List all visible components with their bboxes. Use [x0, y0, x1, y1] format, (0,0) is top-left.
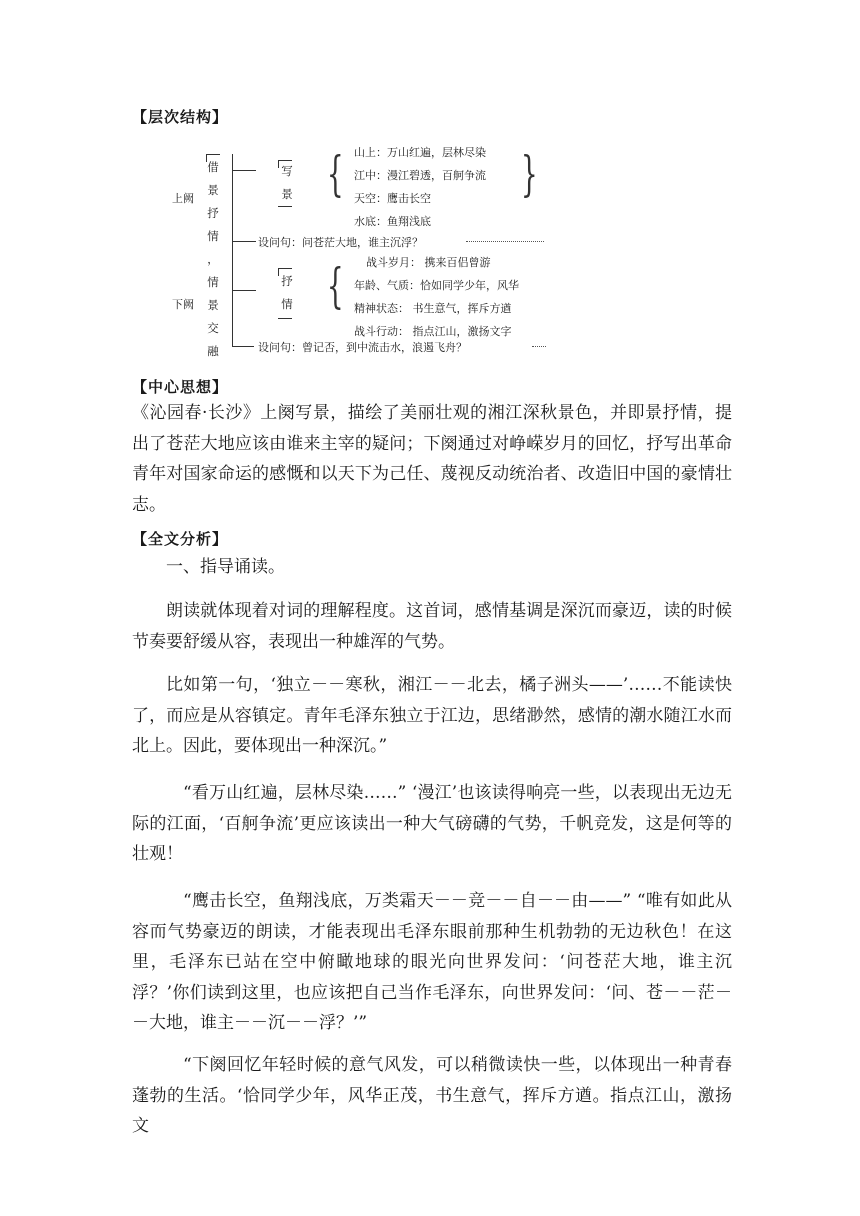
scenery-left-brace: {	[326, 146, 344, 202]
scenery-line-4: 水底：鱼翔浅底	[354, 215, 431, 228]
analysis-paragraph-4: “看万山红遍，层林尽染……” ‘漫江’也该读得响亮一些，以表现出无边无际的江面，‘百舸争流’更应该读出一种大气磅礴的气势，千帆竞发，这是何等的壮观！	[132, 783, 732, 864]
emotion-line-4: 战斗行动： 指点江山，激扬文字	[354, 325, 512, 338]
section-heading-analysis: 【全文分析】	[132, 530, 229, 548]
upper-stanza-label: 上阙	[172, 192, 194, 205]
left-vertical-char: 抒	[207, 206, 219, 220]
analysis-paragraph-3: 比如第一句，‘独立－－寒秋，湘江－－北去，橘子洲头——’……不能读快了，而应是从容镇定。青年毛泽东独立于江边，思绪渺然，感情的潮水随江水而北上。因此，要体现出一种深沉。”	[132, 675, 732, 756]
shu-qing-text-1: 抒	[281, 274, 293, 288]
upper-question: 设问句：问苍茫大地，谁主沉浮？	[258, 236, 423, 249]
upper-question-connector	[232, 241, 256, 242]
shu-qing-text-2: 情	[281, 297, 293, 311]
left-vertical-char: 融	[207, 344, 219, 358]
lower-question: 设问句：曾记否，到中流击水，浪遏飞舟？	[258, 341, 467, 354]
section-heading-structure: 【层次结构】	[132, 108, 229, 126]
left-vertical-char: ，	[207, 252, 219, 266]
xie-jing-text-1: 写	[281, 164, 293, 178]
structure-diagram	[170, 140, 560, 358]
xie-bracket-hook	[278, 160, 279, 168]
scenery-line-2: 江中：漫江碧透，百舸争流	[354, 169, 486, 182]
left-vertical-char: 借	[207, 160, 219, 174]
shu-bracket-bottom	[278, 318, 292, 319]
shu-bracket-top	[278, 268, 292, 269]
emotion-line-1: 战斗岁月： 携来百侣曾游	[366, 256, 491, 269]
section-heading-theme: 【中心思想】	[132, 378, 229, 396]
scenery-right-brace: }	[520, 146, 538, 202]
scenery-line-3: 天空：鹰击长空	[354, 192, 431, 205]
lower-question-dots	[532, 346, 546, 347]
main-vertical-line	[232, 154, 233, 346]
emotion-line-2: 年龄、气质：恰如同学少年，风华	[354, 279, 519, 292]
main-vertical-foot	[232, 346, 254, 347]
left-vertical-char: 景	[207, 183, 219, 197]
shu-bracket-hook	[278, 268, 279, 276]
xie-bracket-bottom	[278, 206, 292, 207]
left-bracket-top	[206, 154, 220, 155]
xie-connector	[232, 170, 256, 171]
xie-jing-text-2: 景	[281, 187, 293, 201]
lower-stanza-label: 下阙	[172, 298, 194, 311]
analysis-paragraph-2: 朗读就体现着对词的理解程度。这首词，感情基调是深沉而豪迈，读的时候节奏要舒缓从容，表现出一种雄浑的气势。	[132, 601, 732, 652]
shu-connector	[232, 290, 256, 291]
left-vertical-char: 景	[207, 298, 219, 312]
analysis-paragraph-6: “下阕回忆年轻时候的意气风发，可以稍微读快一些，以体现出一种青春蓬勃的生活。‘恰同学少年，风华正茂，书生意气，挥斥方遒。指点江山，激扬文	[132, 1055, 732, 1136]
analysis-paragraph-5: “鹰击长空，鱼翔浅底，万类霜天－－竞－－自－－由——” “唯有如此从容而气势豪迈的朗读，才能表现出毛泽东眼前那种生机勃勃的无边秋色！在这里，毛泽东已站在空中俯瞰地球的眼光向世界发问：‘问苍茫大地，谁主沉浮？’你们读到这里，也应该把自己当作毛泽东，向世界发问：‘问、苍－－茫－－大地，谁主－－沉－－浮？’”	[132, 891, 732, 1033]
emotion-line-3: 精神状态： 书生意气，挥斥方遒	[354, 302, 512, 315]
left-vertical-char: 情	[207, 229, 219, 243]
left-vertical-char: 情	[207, 275, 219, 289]
emotion-left-brace: {	[326, 258, 344, 314]
scenery-line-1: 山上：万山红遍，层林尽染	[354, 146, 486, 159]
left-vertical-char: 交	[207, 321, 219, 335]
upper-question-dots	[466, 241, 544, 242]
theme-paragraph: 《沁园春·长沙》上阕写景，描绘了美丽壮观的湘江深秋景色，并即景抒情，提出了苍茫大地应该由谁来主宰的疑问；下阕通过对峥嵘岁月的回忆，抒写出革命青年对国家命运的感慨和以天下为己任、蔑视反动统治者、改造旧中国的豪情壮志。	[132, 403, 732, 515]
analysis-paragraph-1: 一、指导诵读。	[166, 557, 285, 577]
